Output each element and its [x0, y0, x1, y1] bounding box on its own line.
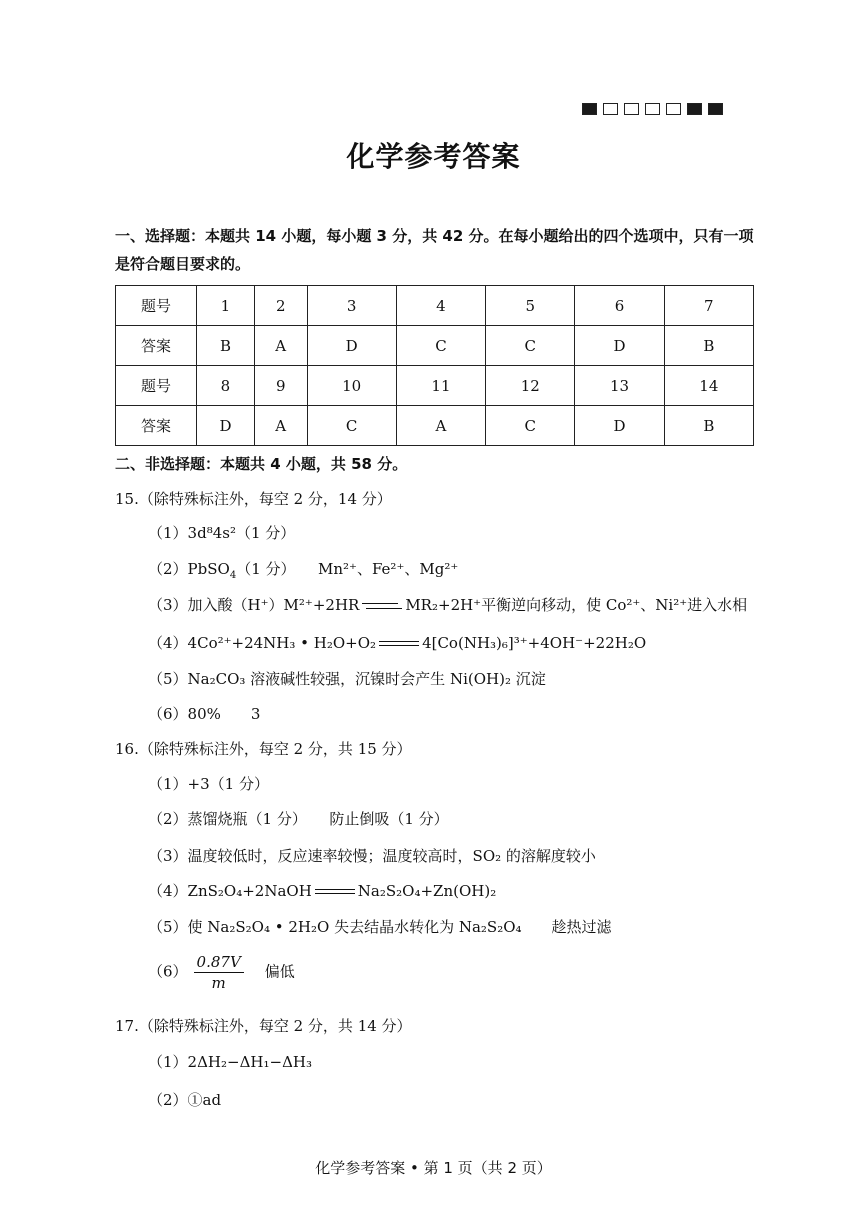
- q16-answer-6: [148, 952, 295, 993]
- question-number: 2: [254, 286, 307, 326]
- section1-heading-line1: 一、选择题：本题共 14 小题，每小题 3 分，共 42 分。在每小题给出的四个选项中，只有一项: [115, 227, 754, 245]
- answer-cell: A: [254, 406, 307, 446]
- q16-answer-2: （2）蒸馏烧瓶（1 分） 防止倒吸（1 分）: [148, 810, 449, 828]
- reversible-arrow-icon: [362, 601, 402, 611]
- q16-heading: 16.（除特殊标注外，每空 2 分，共 15 分）: [115, 740, 412, 758]
- fraction: [194, 952, 244, 993]
- filled-square-icon: [708, 103, 723, 115]
- answer-cell: D: [575, 326, 664, 366]
- empty-square-icon: [645, 103, 660, 115]
- fraction-denominator: m: [211, 974, 226, 992]
- answer-cell: B: [664, 406, 753, 446]
- question-number: 1: [197, 286, 255, 326]
- q15-answer-2-mid: （1 分）: [236, 560, 288, 578]
- answer-cell: C: [307, 406, 396, 446]
- equals-sign-icon: [315, 888, 355, 896]
- row-label: 题号: [116, 286, 197, 326]
- filled-square-icon: [687, 103, 702, 115]
- row-label: 答案: [116, 326, 197, 366]
- q16-answer-3: （3）温度较低时，反应速率较慢；温度较高时，SO₂ 的溶解度较小: [148, 847, 596, 865]
- q15-answer-4-pre: （4）4Co²⁺+24NH₃ • H₂O+O₂: [148, 634, 377, 652]
- row-label: 题号: [116, 366, 197, 406]
- answer-cell: B: [664, 326, 753, 366]
- empty-square-icon: [603, 103, 618, 115]
- q17-heading: 17.（除特殊标注外，每空 2 分，共 14 分）: [115, 1017, 412, 1035]
- question-number: 12: [486, 366, 575, 406]
- q16-answer-6-suffix: 偏低: [264, 962, 295, 981]
- question-number: 10: [307, 366, 396, 406]
- section2-heading: 二、非选择题：本题共 4 小题，共 58 分。: [115, 455, 408, 473]
- answer-cell: C: [486, 406, 575, 446]
- q16-answer-4-pre: （4）ZnS₂O₄+2NaOH: [148, 882, 312, 900]
- fraction-numerator: 0.87V: [194, 952, 244, 973]
- q15-answer-5: （5）Na₂CO₃ 溶液碱性较强，沉镍时会产生 Ni(OH)₂ 沉淀: [148, 670, 546, 688]
- q15-heading: 15.（除特殊标注外，每空 2 分，14 分）: [115, 490, 392, 508]
- q15-answer-4: [148, 632, 646, 653]
- answer-cell: D: [575, 406, 664, 446]
- filled-square-icon: [582, 103, 597, 115]
- question-number: 11: [396, 366, 485, 406]
- q15-answer-4-post: 4[Co(NH₃)₆]³⁺+4OH⁻+22H₂O: [422, 634, 647, 652]
- question-number: 8: [197, 366, 255, 406]
- q16-answer-6-prefix: （6）: [148, 962, 188, 981]
- q15-answer-2-pre: （2）PbSO: [148, 560, 230, 578]
- q15-answer-1: （1）3d⁸4s²（1 分）: [148, 524, 296, 542]
- q15-answer-2: [148, 558, 458, 581]
- page-title: 化学参考答案: [346, 140, 521, 173]
- q15-answer-6: （6）80% 3: [148, 705, 261, 723]
- registration-marks: [582, 103, 723, 115]
- answer-cell: B: [197, 326, 255, 366]
- q15-answer-2-ions: Mn²⁺、Fe²⁺、Mg²⁺: [318, 560, 459, 578]
- q17-answer-1: （1）2ΔH₂−ΔH₁−ΔH₃: [148, 1053, 313, 1071]
- answer-cell: A: [396, 406, 485, 446]
- q16-answer-4: [148, 880, 496, 901]
- question-number: 13: [575, 366, 664, 406]
- question-number: 6: [575, 286, 664, 326]
- q15-answer-1-text: 3d⁸4s²（1 分）: [187, 524, 296, 542]
- table-row: [116, 366, 754, 406]
- answer-cell: C: [486, 326, 575, 366]
- question-number: 14: [664, 366, 753, 406]
- page-footer: 化学参考答案 • 第 1 页（共 2 页）: [315, 1159, 552, 1177]
- empty-square-icon: [624, 103, 639, 115]
- q16-answer-1: （1）+3（1 分）: [148, 775, 269, 793]
- answer-cell: D: [197, 406, 255, 446]
- table-row: [116, 406, 754, 446]
- section1-heading-line2: 是符合题目要求的。: [115, 255, 251, 273]
- q16-answer-4-post: Na₂S₂O₄+Zn(OH)₂: [357, 882, 497, 900]
- table-row: [116, 326, 754, 366]
- question-number: 9: [254, 366, 307, 406]
- question-number: 7: [664, 286, 753, 326]
- q15-answer-2-sub: 4: [229, 570, 237, 581]
- q16-answer-5: （5）使 Na₂S₂O₄ • 2H₂O 失去结晶水转化为 Na₂S₂O₄ 趁热过滤: [148, 918, 612, 936]
- q17-answer-2: （2）①ad: [148, 1091, 222, 1109]
- answer-cell: A: [254, 326, 307, 366]
- answer-cell: C: [396, 326, 485, 366]
- row-label: 答案: [116, 406, 197, 446]
- answer-table: [115, 285, 754, 446]
- question-number: 5: [486, 286, 575, 326]
- question-number: 3: [307, 286, 396, 326]
- table-row: [116, 286, 754, 326]
- q15-answer-3-pre: （3）加入酸（H⁺）M²⁺+2HR: [148, 596, 360, 614]
- question-number: 4: [396, 286, 485, 326]
- q15-answer-3-post: MR₂+2H⁺平衡逆向移动，使 Co²⁺、Ni²⁺进入水相: [405, 596, 748, 614]
- answer-cell: D: [307, 326, 396, 366]
- empty-square-icon: [666, 103, 681, 115]
- equals-sign-icon: [379, 640, 419, 648]
- q15-answer-3: [148, 594, 747, 615]
